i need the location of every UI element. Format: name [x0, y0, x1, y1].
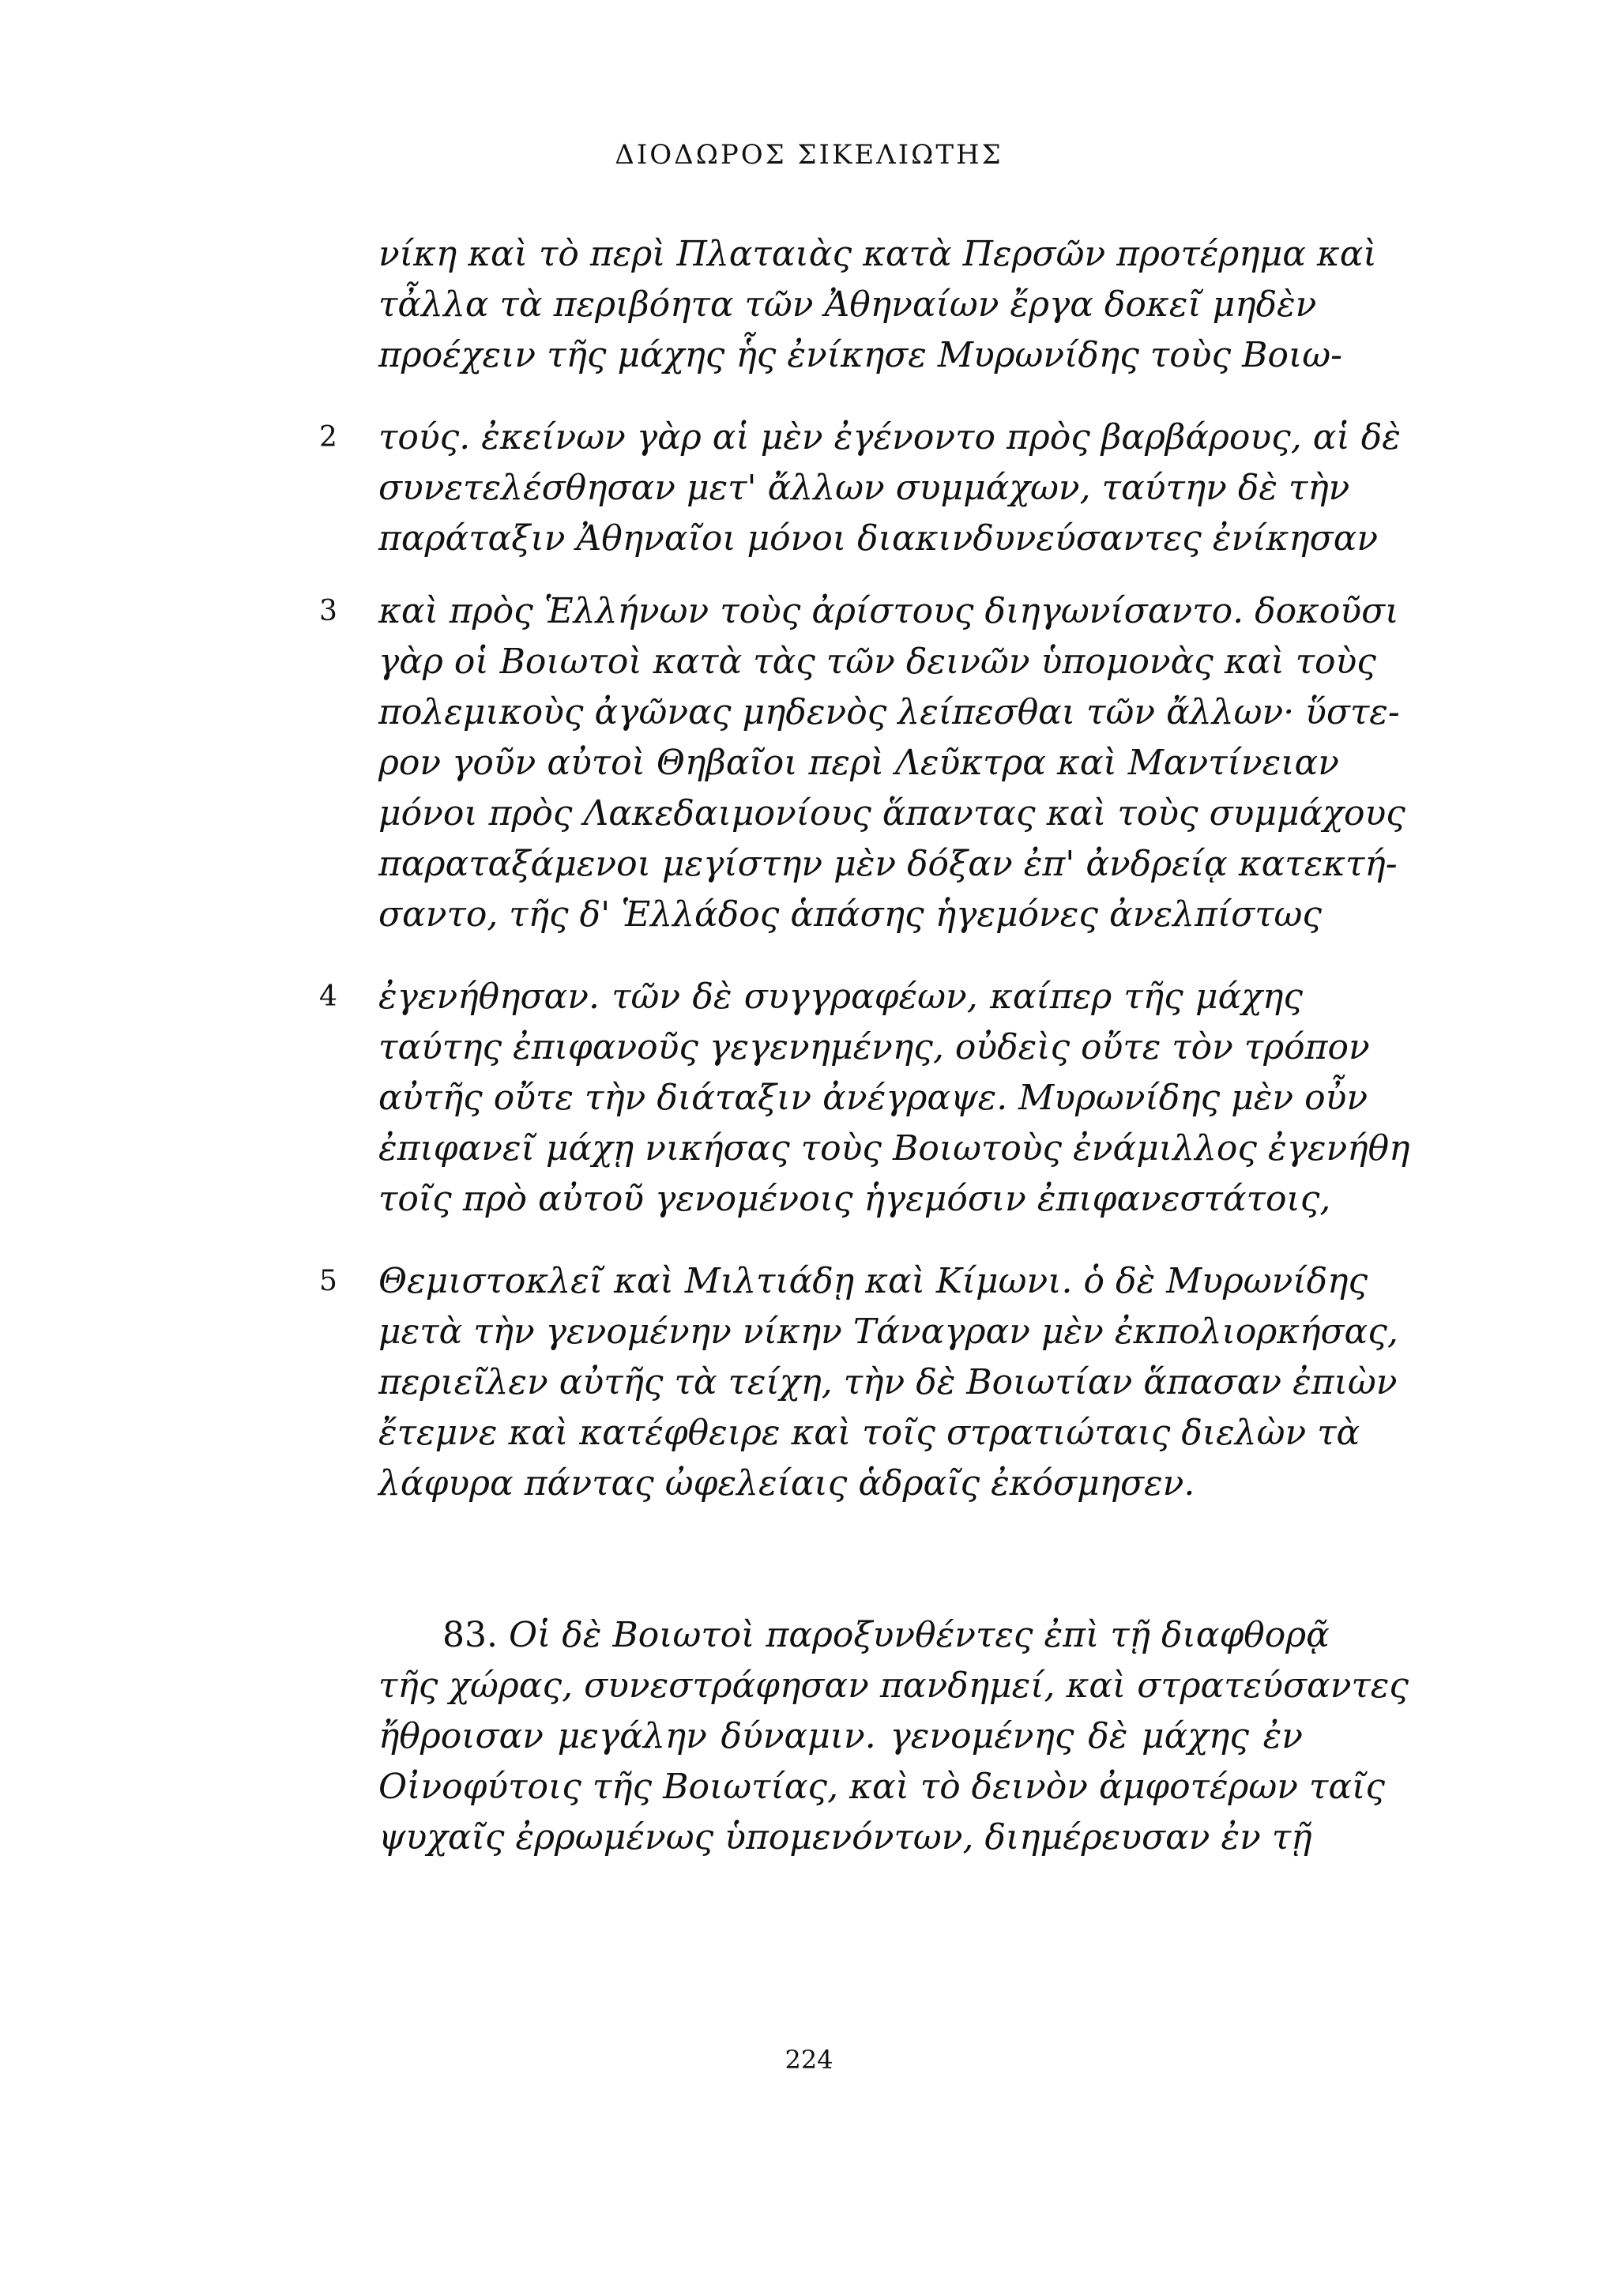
margin-section-number: 2 [319, 421, 337, 454]
running-head: ΔΙΟΔΩΡΟΣ ΣΙΚΕΛΙΩΤΗΣ [615, 139, 1003, 171]
text-line: ταύτης ἐπιφανοῦς γεγενημένης, οὐδεὶς οὔτε τὸν τρόπον [378, 1027, 1370, 1067]
text-line: μετὰ τὴν γενομένην νίκην Τάναγραν μὲν ἐκπολιορκήσας, [378, 1312, 1398, 1352]
text-line: ψυχαῖς ἐρρωμένως ὑπομενόντων, διημέρευσαν ἐν τῇ [378, 1817, 1312, 1858]
text-line: καὶ πρὸς Ἑλλήνων τοὺς ἀρίστους διηγωνίσαντο. δοκοῦσι [378, 591, 1399, 631]
text-line: Θεμιστοκλεῖ καὶ Μιλτιάδῃ καὶ Κίμωνι. ὁ δὲ Μυρωνίδης [378, 1261, 1368, 1301]
text-line: μόνοι πρὸς Λακεδαιμονίους ἅπαντας καὶ τοὺς συμμάχους [378, 793, 1405, 834]
text-line: παράταξιν Ἀθηναῖοι μόνοι διακινδυνεύσαντες ἐνίκησαν [378, 518, 1379, 559]
text-line: Οἰνοφύτοις τῆς Βοιωτίας, καὶ τὸ δεινὸν ἀμφοτέρων ταῖς [378, 1767, 1385, 1807]
text-line: προέχειν τῆς μάχης ἧς ἐνίκησε Μυρωνίδης τοὺς Βοιω- [378, 335, 1342, 375]
text-line: παραταξάμενοι μεγίστην μὲν δόξαν ἐπ' ἀνδρείᾳ κατεκτή- [378, 844, 1398, 884]
page-number: 224 [785, 2045, 833, 2075]
margin-section-number: 5 [319, 1265, 337, 1297]
text-line: ἤθροισαν μεγάλην δύναμιν. γενομένης δὲ μάχης ἐν [378, 1716, 1303, 1756]
text-line: σαντο, τῆς δ' Ἑλλάδος ἁπάσης ἡγεμόνες ἀνελπίστως [378, 894, 1323, 935]
text-line: τούς. ἐκείνων γὰρ αἱ μὲν ἐγένοντο πρὸς βαρβάρους, αἱ δὲ [378, 417, 1401, 457]
text-line: λάφυρα πάντας ὠφελείαις ἁδραῖς ἐκόσμησεν. [378, 1463, 1195, 1504]
text-line: περιεῖλεν αὐτῆς τὰ τείχη, τὴν δὲ Βοιωτίαν ἅπασαν ἐπιὼν [378, 1362, 1398, 1402]
text-line: νίκη καὶ τὸ περὶ Πλαταιὰς κατὰ Περσῶν προτέρημα καὶ [378, 234, 1377, 274]
section-83-first-line-text: Οἱ δὲ Βοιωτοὶ παροξυνθέντες ἐπὶ τῇ διαφθορᾷ [508, 1615, 1330, 1655]
section-number: 83. [442, 1615, 498, 1655]
section-83-first-line [442, 1615, 1330, 1655]
text-line: αὐτῆς οὔτε τὴν διάταξιν ἀνέγραψε. Μυρωνίδης μὲν οὖν [378, 1078, 1368, 1118]
margin-section-number: 3 [319, 595, 337, 627]
text-line: τῆς χώρας, συνεστράφησαν πανδημεί, καὶ στρατεύσαντες [378, 1666, 1409, 1706]
margin-section-number: 4 [319, 981, 337, 1013]
text-line: τἆλλα τὰ περιβόητα τῶν Ἀθηναίων ἔργα δοκεῖ μηδὲν [378, 284, 1317, 325]
text-line: συνετελέσθησαν μετ' ἄλλων συμμάχων, ταύτην δὲ τὴν [378, 468, 1350, 508]
text-line: ρον γοῦν αὐτοὶ Θηβαῖοι περὶ Λεῦκτρα καὶ Μαντίνειαν [378, 743, 1339, 783]
text-line: γὰρ οἱ Βοιωτοὶ κατὰ τὰς τῶν δεινῶν ὑπομονὰς καὶ τοὺς [378, 642, 1376, 682]
text-line: ἐπιφανεῖ μάχῃ νικήσας τοὺς Βοιωτοὺς ἐνάμιλλος ἐγενήθη [378, 1128, 1410, 1169]
text-line: ἔτεμνε καὶ κατέφθειρε καὶ τοῖς στρατιώταις διελὼν τὰ [378, 1413, 1360, 1453]
text-line: ἐγενήθησαν. τῶν δὲ συγγραφέων, καίπερ τῆς μάχης [378, 977, 1303, 1017]
text-line: τοῖς πρὸ αὐτοῦ γενομένοις ἡγεμόσιν ἐπιφανεστάτοις, [378, 1179, 1331, 1219]
text-line: πολεμικοὺς ἀγῶνας μηδενὸς λείπεσθαι τῶν ἄλλων· ὕστε- [378, 692, 1400, 732]
